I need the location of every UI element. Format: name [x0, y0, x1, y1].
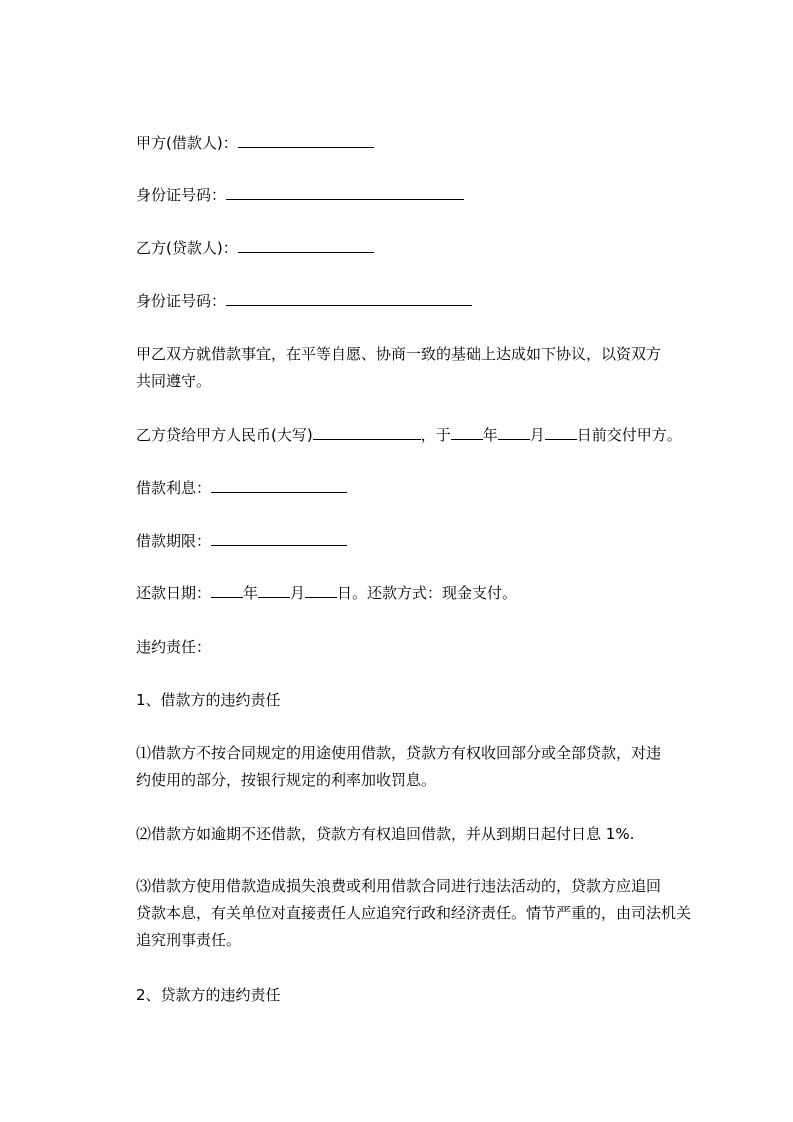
- clause-1-line-2: 约使用的部分，按银行规定的利率加收罚息。: [136, 771, 437, 789]
- lender-breach-title: [136, 984, 281, 1006]
- intro-line-2: 共同遵守。: [136, 372, 212, 390]
- party-a-line: [136, 132, 374, 154]
- interest-blank[interactable]: [211, 477, 347, 493]
- party-a-label: 甲方(借款人)：: [136, 134, 238, 152]
- clause-2: [136, 823, 634, 845]
- repay-year-label: 年: [243, 584, 259, 602]
- term-label: 借款期限：: [136, 532, 212, 550]
- lender-breach-title-text: 2、贷款方的违约责任: [136, 986, 281, 1004]
- id-line-2: [136, 290, 472, 312]
- id-label-2: 身份证号码：: [136, 292, 227, 310]
- clause-3-line-2: 贷款本息，有关单位对直接责任人应追究行政和经济责任。情节严重的，由司法机关: [136, 904, 692, 922]
- interest-label: 借款利息：: [136, 479, 212, 497]
- borrower-breach-title-text: 1、借款方的违约责任: [136, 691, 281, 709]
- id-line-1: [136, 184, 464, 206]
- clause-3: [136, 873, 716, 954]
- interest-line: [136, 477, 347, 499]
- repay-line: [136, 582, 517, 604]
- clause-2-text: ⑵借款方如逾期不还借款，贷款方有权追回借款，并从到期日起付日息 1%.: [136, 825, 635, 843]
- term-line: [136, 530, 347, 552]
- id-blank-2[interactable]: [226, 290, 472, 306]
- party-a-blank[interactable]: [238, 132, 374, 148]
- deliver-year-label: 年: [482, 426, 498, 444]
- breach-title-text: 违约责任：: [136, 638, 212, 656]
- repay-day-method: 日。还款方式：现金支付。: [337, 584, 518, 602]
- clause-1-line-1: ⑴借款方不按合同规定的用途使用借款，贷款方有权收回部分或全部贷款，对违: [136, 744, 662, 762]
- repay-label: 还款日期：: [136, 584, 212, 602]
- deliver-year-blank[interactable]: [451, 424, 483, 440]
- party-b-blank[interactable]: [238, 237, 374, 253]
- loan-amount-line: [136, 424, 682, 446]
- deliver-day-suffix: 日前交付甲方。: [576, 426, 682, 444]
- breach-title: [136, 636, 211, 658]
- deliver-month-blank[interactable]: [498, 424, 530, 440]
- clause-1: [136, 740, 716, 794]
- deliver-month-label: 月: [529, 426, 545, 444]
- repay-month-label: 月: [290, 584, 306, 602]
- borrower-breach-title: [136, 689, 281, 711]
- clause-3-line-3: 追究刑事责任。: [136, 931, 242, 949]
- intro-line-1: 甲乙双方就借款事宜，在平等自愿、协商一致的基础上达成如下协议，以资双方: [136, 345, 662, 363]
- id-blank-1[interactable]: [226, 184, 464, 200]
- repay-year-blank[interactable]: [211, 582, 243, 598]
- clause-3-line-1: ⑶借款方使用借款造成损失浪费或利用借款合同进行违法活动的，贷款方应追回: [136, 877, 662, 895]
- intro-paragraph: [136, 341, 716, 395]
- loan-mid: ，于: [420, 426, 451, 444]
- repay-month-blank[interactable]: [258, 582, 290, 598]
- loan-prefix: 乙方贷给甲方人民币(大写): [136, 426, 313, 444]
- amount-blank[interactable]: [313, 424, 421, 440]
- term-blank[interactable]: [211, 530, 347, 546]
- id-label-1: 身份证号码：: [136, 186, 227, 204]
- party-b-line: [136, 237, 374, 259]
- party-b-label: 乙方(贷款人)：: [136, 239, 238, 257]
- deliver-day-blank[interactable]: [545, 424, 577, 440]
- repay-day-blank[interactable]: [305, 582, 337, 598]
